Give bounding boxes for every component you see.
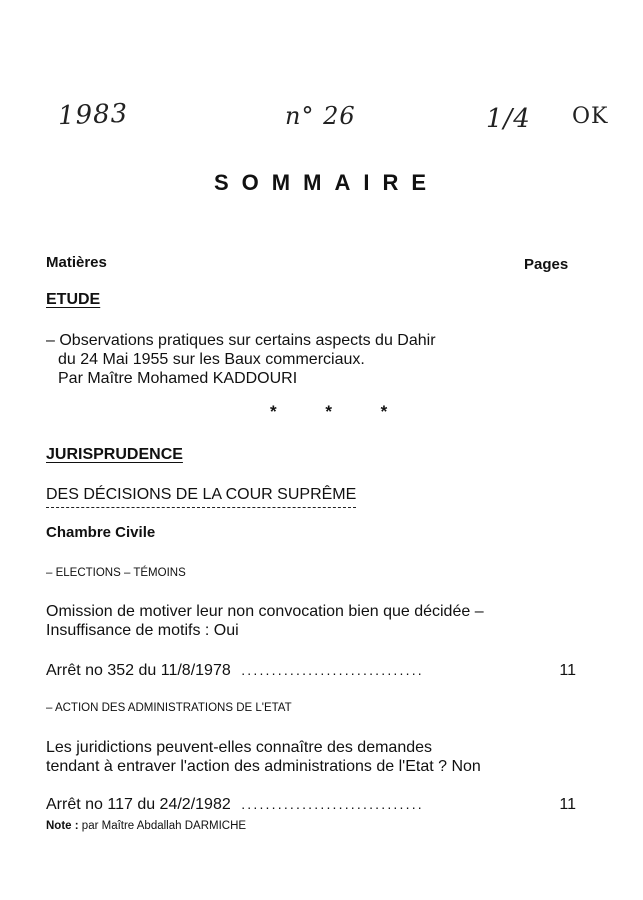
- note-text: par Maître Abdallah DARMICHE: [81, 820, 247, 832]
- topic-label: – ELECTIONS – TÉMOINS: [46, 567, 186, 579]
- handwritten-fraction: 1/4: [486, 104, 531, 134]
- column-heading-pages: Pages: [524, 256, 569, 273]
- section-heading-jurisprudence: JURISPRUDENCE: [46, 446, 183, 463]
- arret-reference: Arrêt no 352 du 11/8/1978: [46, 662, 231, 679]
- etude-entry-line: – Observations pratiques sur certains aspects du Dahir: [46, 332, 436, 349]
- note: [46, 820, 246, 832]
- summary-line: Les juridictions peuvent-elles connaître des demandes: [46, 739, 433, 756]
- dot-leader: ..............................: [241, 662, 424, 678]
- summary-line: Omission de motiver leur non convocation bien que décidée –: [46, 603, 484, 620]
- court-title: DES DÉCISIONS DE LA COUR SUPRÊME: [46, 486, 356, 508]
- arret-entry: [46, 796, 576, 814]
- column-heading-matieres: Matières: [46, 254, 107, 271]
- handwritten-year: 1983: [57, 98, 129, 132]
- etude-entry: [46, 331, 436, 388]
- note-label: Note :: [46, 820, 79, 832]
- dot-leader: ..............................: [241, 796, 424, 812]
- decision-summary: [46, 602, 484, 640]
- summary-line: tendant à entraver l'action des administrations de l'Etat ? Non: [46, 758, 481, 775]
- arret-reference: Arrêt no 117 du 24/2/1982: [46, 796, 231, 813]
- etude-entry-line: du 24 Mai 1955 sur les Baux commerciaux.: [58, 351, 365, 368]
- summary-line: Insuffisance de motifs : Oui: [46, 622, 239, 639]
- arret-entry: [46, 662, 576, 680]
- topic-label: – ACTION DES ADMINISTRATIONS DE L'ETAT: [46, 702, 292, 714]
- section-heading-etude: ETUDE: [46, 291, 101, 308]
- etude-entry-author: Par Maître Mohamed KADDOURI: [58, 370, 298, 387]
- decision-summary: [46, 738, 481, 776]
- page-number: 11: [559, 796, 576, 813]
- handwritten-issue-number: n° 26: [285, 102, 356, 130]
- page-title: SOMMAIRE: [214, 170, 439, 195]
- page-number: 11: [559, 662, 576, 679]
- section-separator: * * *: [270, 402, 410, 421]
- handwritten-ok: OK: [572, 104, 609, 129]
- chamber-heading: Chambre Civile: [46, 524, 156, 541]
